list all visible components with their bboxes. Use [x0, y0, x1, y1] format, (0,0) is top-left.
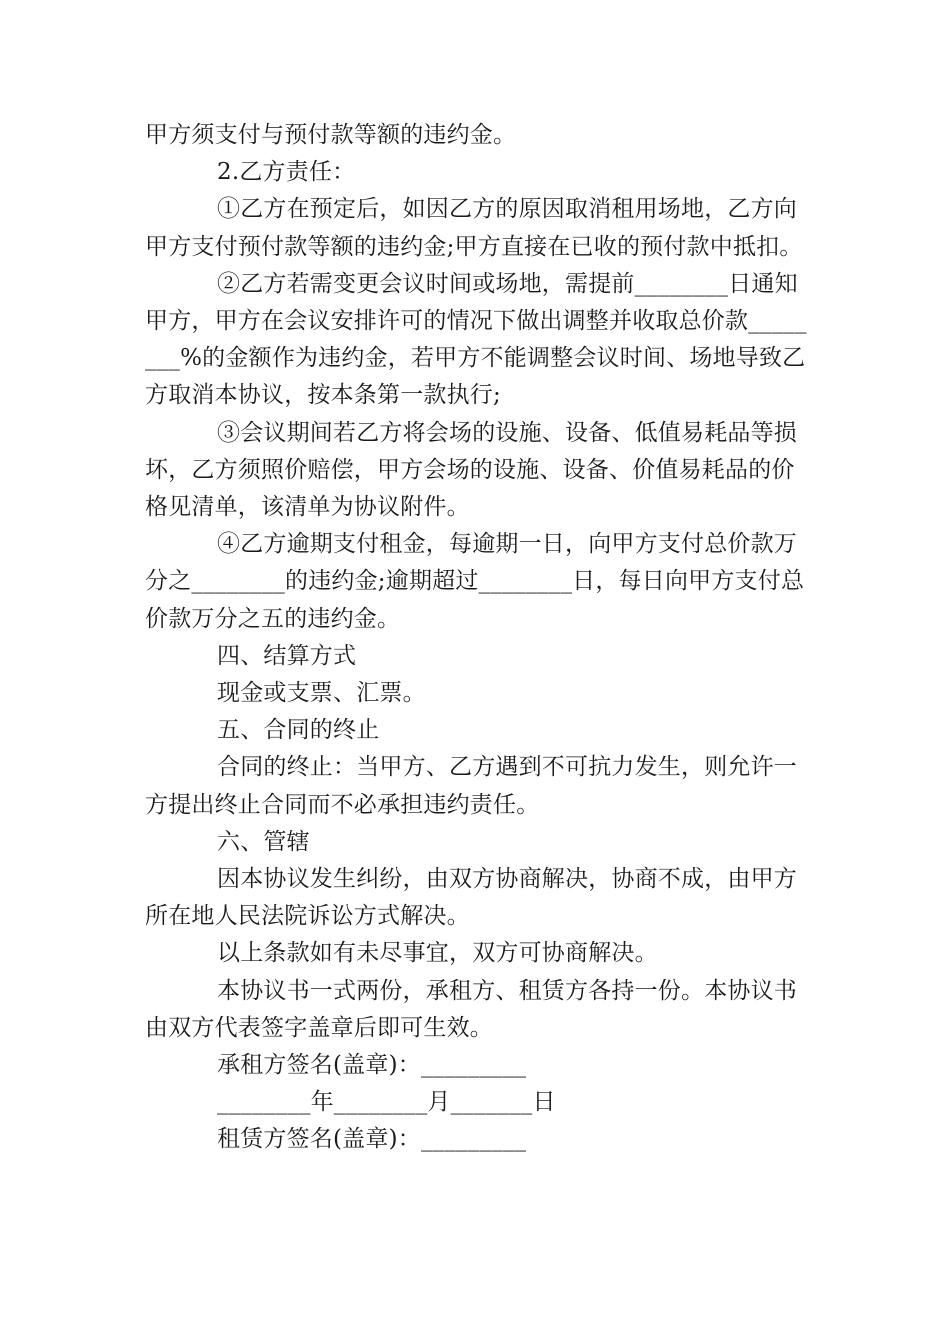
section-5-heading: 五、合同的终止 [217, 717, 380, 744]
date-line: ________年________月_______日 [217, 1089, 556, 1116]
section-4-content: 现金或支票、汇票。 [217, 680, 426, 707]
heading-party-b-responsibility: 2.乙方责任： [217, 159, 356, 186]
paragraph-penalty-continuation: 甲方须支付与预付款等额的违约金。 [145, 122, 517, 148]
section-6-heading: 六、管辖 [217, 828, 310, 855]
section-6-content: 因本协议发生纠纷，由双方协商解决，协商不成，由甲方所在地人民法院诉讼方式解决。 [145, 866, 797, 930]
clause-4-late-payment: ④乙方逾期支付租金，每逾期一日，向甲方支付总价款万分之________的违约金;逾期超过________日，每日向甲方支付总价款万分之五的违约金。 [145, 531, 805, 632]
section-4-heading: 四、结算方式 [217, 642, 357, 669]
clause-3-damage-compensation: ③会议期间若乙方将会场的设施、设备、低值易耗品等损坏，乙方须照价赔偿，甲方会场的设施、设备、价值易耗品的价格见清单，该清单为协议附件。 [145, 419, 797, 521]
document-body [145, 117, 810, 1159]
copies-clause: 本协议书一式两份，承租方、租赁方各持一份。本协议书由双方代表签字盖章后即可生效。 [145, 977, 797, 1041]
lessee-signature-line: 承租方签名(盖章)：_________ [217, 1052, 527, 1079]
section-5-content: 合同的终止：当甲方、乙方遇到不可抗力发生，则允许一方提出终止合同而不必承担违约责任。 [145, 754, 797, 818]
lessor-signature-line: 租赁方签名(盖章)：_________ [217, 1126, 527, 1153]
clause-1-cancellation: ①乙方在预定后，如因乙方的原因取消租用场地，乙方向甲方支付预付款等额的违约金;甲方直接在已收的预付款中抵扣。 [145, 196, 803, 260]
supplementary-clause: 以上条款如有未尽事宜，双方可协商解决。 [217, 940, 658, 967]
clause-2-change-notice: ②乙方若需变更会议时间或场地，需提前________日通知甲方，甲方在会议安排许可的情况下做出调整并收取总价款________%的金额作为违约金，若甲方不能调整会议时间、场地导致乙方取消本协议，按本条第一款执行; [145, 270, 807, 409]
